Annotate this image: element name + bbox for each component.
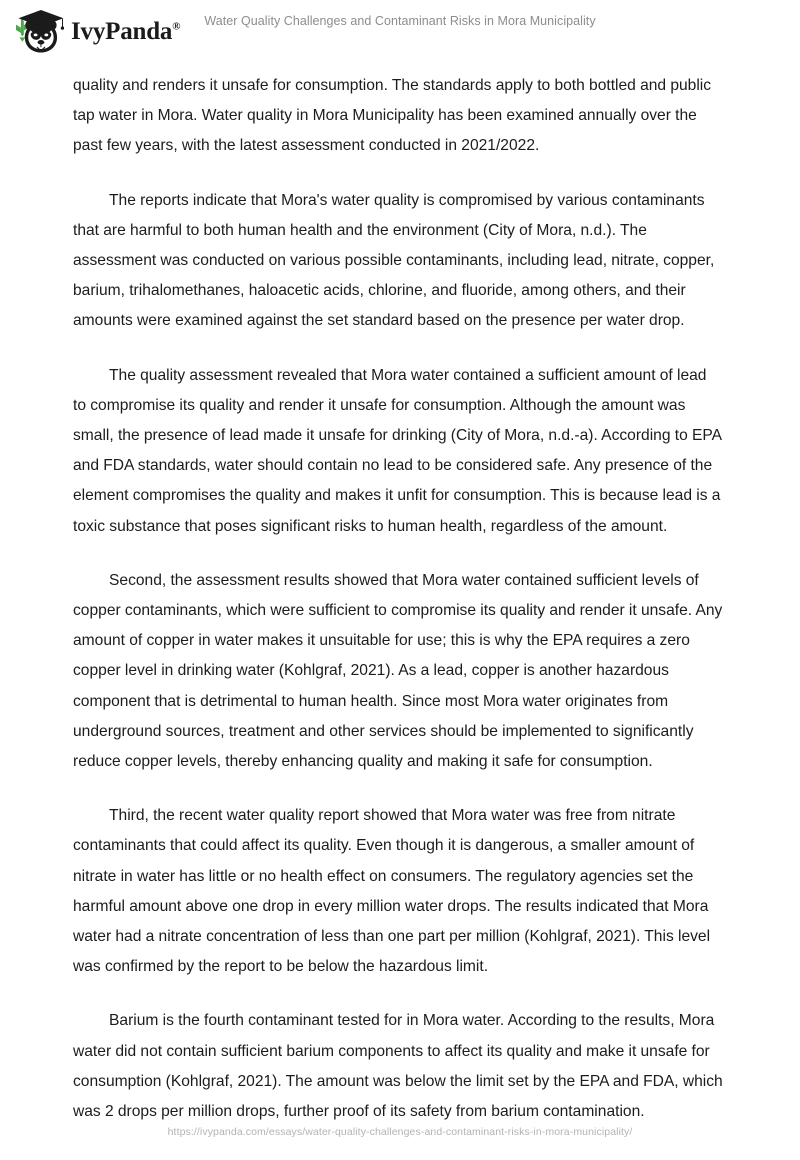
document-title-header: Water Quality Challenges and Contaminant Risks in Mora Municipality	[204, 14, 596, 28]
document-body	[73, 71, 723, 1127]
source-url-link[interactable]: https://ivypanda.com/essays/water-quality-challenges-and-contaminant-risks-in-mora-municipality/	[167, 1126, 633, 1138]
registered-trademark-icon: ®	[172, 20, 181, 33]
paragraph: Second, the assessment results showed that Mora water contained sufficient levels of copper contaminants, which were sufficient to compromise its quality and render it unsafe. Any amount of copper in water makes it unsuitable for use; this is why the EPA requires a zero copper level in drinking water (Kohlgraf, 2021). As a lead, copper is another hazardous component that is detrimental to human health. Since most Mora water originates from underground sources, treatment and other services should be implemented to significantly reduce copper levels, thereby enhancing quality and making it safe for consumption.	[73, 571, 723, 771]
page-footer	[0, 1122, 800, 1140]
paragraph: quality and renders it unsafe for consumption. The standards apply to both bottled and public tap water in Mora. Water quality in Mora Municipality has been examined annually over the past few years, with the latest assessment conducted in 2021/2022.	[73, 77, 712, 155]
paragraph: Barium is the fourth contaminant tested for in Mora water. According to the results, Mora water did not contain sufficient barium components to affect its quality and make it unsafe for consumption (Kohlgraf, 2021). The amount was below the limit set by the EPA and FDA, which was 2 drops per million drops, further proof of its safety from barium contamination.	[73, 1012, 723, 1121]
paragraph: The reports indicate that Mora's water quality is compromised by various contaminants that are harmful to both human health and the environment (City of Mora, n.d.). The assessment was conducted on various possible contaminants, including lead, nitrate, copper, barium, trihalomethanes, haloacetic acids, chlorine, and fluoride, among others, and their amounts were examined against the set standard based on the presence per water drop.	[73, 191, 715, 330]
brand-name-text: IvyPanda	[71, 18, 173, 45]
paragraph: The quality assessment revealed that Mora water contained a sufficient amount of lead to compromise its quality and render it unsafe for consumption. Although the amount was small, the presence of lead made it unsafe for drinking (City of Mora, n.d.-a). According to EPA and FDA standards, water should contain no lead to be considered safe. Any presence of the element compromises the quality and makes it unfit for consumption. This is because lead is a toxic substance that poses significant risks to human health, regardless of the amount.	[73, 366, 722, 535]
paragraph: Third, the recent water quality report showed that Mora water was free from nitrate contaminants that could affect its quality. Even though it is dangerous, a smaller amount of nitrate in water has little or no health effect on consumers. The regulatory agencies set the harmful amount above one drop in every million water drops. The results indicated that Mora water had a nitrate concentration of less than one part per million (Kohlgraf, 2021). This level was confirmed by the report to be below the hazardous limit.	[73, 807, 711, 976]
page-header	[0, 0, 800, 66]
